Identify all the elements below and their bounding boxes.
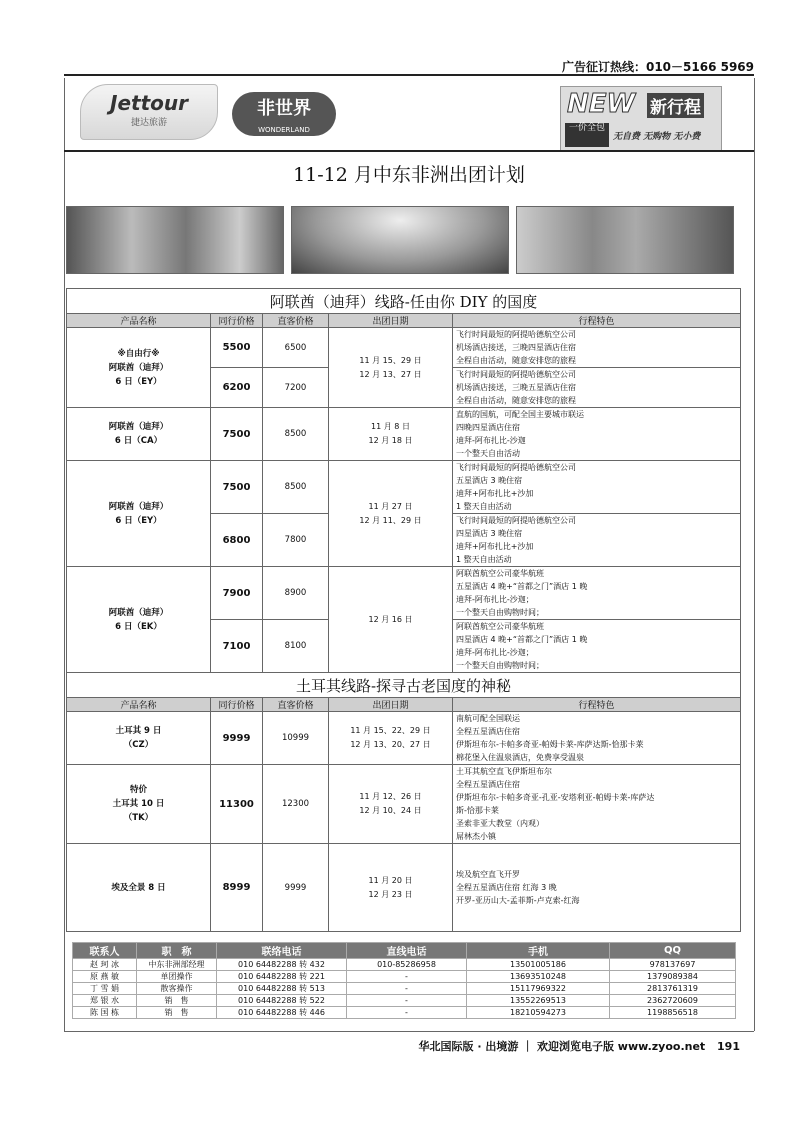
- contact-cell: 010 64482288 转 522: [217, 995, 347, 1007]
- trade-price: 7500: [211, 461, 263, 514]
- contact-cell: 丁 雪 娟: [73, 983, 137, 995]
- contact-cell: 15117969322: [467, 983, 610, 995]
- contact-cell: 原 燕 敏: [73, 971, 137, 983]
- departure-dates: [329, 567, 453, 673]
- contact-cell: 13693510248: [467, 971, 610, 983]
- departure-date-line: 11 月 12、26 日: [359, 792, 422, 801]
- uae-section-title: 阿联酋（迪拜）线路-任由你 DIY 的国度: [67, 289, 741, 314]
- product-name: [67, 567, 211, 673]
- new-itinerary-logo: [560, 86, 722, 152]
- departure-dates: [329, 328, 453, 408]
- column-header: 产品名称: [67, 698, 211, 712]
- contact-cell: 010 64482288 转 446: [217, 1007, 347, 1019]
- footer: [418, 1038, 740, 1054]
- feature-line: 迪拜-阿布扎比-沙迦: [456, 436, 526, 445]
- feature-line: 全程自由活动，随意安排您的旅程: [456, 396, 576, 405]
- feature-line: 棉花堡入住温泉酒店，免费享受温泉: [456, 753, 584, 762]
- departure-date-line: 11 月 15、22、29 日: [350, 726, 431, 735]
- contact-header: 联系人: [73, 943, 137, 959]
- table-row: [67, 567, 741, 620]
- direct-price: 7200: [263, 368, 329, 408]
- feature-line: 阿联酋航空公司豪华航班: [456, 622, 544, 631]
- contact-cell: -: [347, 995, 467, 1007]
- itinerary-features: [453, 514, 741, 567]
- departure-date-line: 12 月 23 日: [368, 889, 413, 899]
- product-name: [67, 765, 211, 844]
- product-name-line: 6 日（EY）: [115, 376, 162, 387]
- contact-cell: 010-85286958: [347, 959, 467, 971]
- feature-line: 四星酒店 3 晚住宿: [456, 529, 523, 538]
- direct-price: 8500: [263, 408, 329, 461]
- trade-price: 7900: [211, 567, 263, 620]
- contact-cell: 陈 国 栋: [73, 1007, 137, 1019]
- feature-line: 五星酒店 3 晚住宿: [456, 476, 523, 485]
- itinerary-features: [453, 765, 741, 844]
- column-header: 直客价格: [263, 698, 329, 712]
- contact-cell: 单团操作: [137, 971, 217, 983]
- contact-cell: 散客操作: [137, 983, 217, 995]
- contact-cell: 010 64482288 转 221: [217, 971, 347, 983]
- photo-dubai: [66, 206, 284, 274]
- feishijie-logo: [232, 92, 336, 136]
- departure-date-line: 11 月 8 日: [371, 422, 410, 431]
- feature-line: 屌林杰小镇: [456, 832, 496, 841]
- direct-price: 8900: [263, 567, 329, 620]
- feature-line: 四晚四星酒店住宿: [456, 423, 520, 432]
- column-header: 同行价格: [211, 698, 263, 712]
- itinerary-features: [453, 712, 741, 765]
- contact-cell: 赵 珂 冰: [73, 959, 137, 971]
- trade-price: 9999: [211, 712, 263, 765]
- product-name-line: 埃及全景 8 日: [111, 882, 166, 893]
- contact-cell: -: [347, 983, 467, 995]
- contact-row: [73, 983, 736, 995]
- contact-cell: 010 64482288 转 432: [217, 959, 347, 971]
- direct-price: 10999: [263, 712, 329, 765]
- feishijie-logo-text: 非世界: [257, 98, 311, 119]
- feature-line: 机场酒店接送，三晚四星酒店住宿: [456, 343, 576, 352]
- routes-table: [66, 288, 741, 932]
- product-name-line: 特价: [129, 785, 147, 795]
- direct-price: 8100: [263, 620, 329, 673]
- column-header: 行程特色: [453, 698, 741, 712]
- column-header: 直客价格: [263, 314, 329, 328]
- table-row: [67, 328, 741, 368]
- contact-cell: 18210594273: [467, 1007, 610, 1019]
- feature-line: 飞行时间最短的阿提哈德航空公司: [456, 516, 576, 525]
- feature-line: 机场酒店接送，三晚五星酒店住宿: [456, 383, 576, 392]
- feature-line: 全程五星酒店住宿: [456, 727, 520, 736]
- column-header: 行程特色: [453, 314, 741, 328]
- ad-hotline: 广告征订热线：010－5166 5969: [561, 60, 754, 74]
- feature-line: 飞行时间最短的阿提哈德航空公司: [456, 330, 576, 339]
- trade-price: 7100: [211, 620, 263, 673]
- product-name-line: ※自由行※: [117, 348, 160, 359]
- feature-line: 飞行时间最短的阿提哈德航空公司: [456, 463, 576, 472]
- itinerary-features: [453, 844, 741, 932]
- departure-dates: [329, 765, 453, 844]
- product-name-line: 6 日（CA）: [114, 436, 163, 446]
- feature-line: 一个整天自由活动: [456, 449, 520, 458]
- feature-line: 全程自由活动，随意安排您的旅程: [456, 356, 576, 365]
- price-badge: 一价全包: [565, 123, 609, 147]
- departure-date-line: 12 月 13、20、27 日: [350, 740, 431, 749]
- product-name-line: 6 日（EY）: [115, 515, 162, 526]
- feature-line: 土耳其航空直飞伊斯坦布尔: [456, 767, 552, 776]
- feature-line: 开罗-亚历山大-孟菲斯-卢克索-红海: [456, 896, 580, 905]
- photo-temple: [516, 206, 734, 274]
- feature-line: 直航的国航，可配全国主要城市联运: [456, 410, 584, 419]
- product-name-line: 阿联酋（迪拜）: [108, 362, 169, 373]
- product-name-line: 阿联酋（迪拜）: [108, 607, 169, 618]
- photo-pyramids: [291, 206, 509, 274]
- contact-cell: 销 售: [137, 1007, 217, 1019]
- itinerary-features: [453, 408, 741, 461]
- column-header: 产品名称: [67, 314, 211, 328]
- column-header: 出团日期: [329, 698, 453, 712]
- contact-header: QQ: [610, 943, 736, 959]
- contact-cell: 1379089384: [610, 971, 736, 983]
- trade-price: 6200: [211, 368, 263, 408]
- departure-date-line: 12 月 10、24 日: [359, 806, 422, 815]
- feature-line: 圣索非亚大教堂（内观）: [456, 819, 544, 828]
- departure-date-line: 11 月 15、29 日: [359, 355, 422, 365]
- departure-date-line: 11 月 20 日: [368, 875, 413, 885]
- feature-line: 南航可配全国联运: [456, 714, 520, 723]
- page-title: 11-12 月中东非洲出团计划: [293, 164, 525, 186]
- turkey-section-title: 土耳其线路-探寻古老国度的神秘: [67, 673, 741, 698]
- table-row: [67, 765, 741, 844]
- contact-cell: 郑 银 水: [73, 995, 137, 1007]
- departure-date-line: 12 月 11、29 日: [359, 515, 422, 525]
- departure-date-line: 12 月 16 日: [368, 614, 413, 624]
- table-row: [67, 408, 741, 461]
- departure-date-line: 12 月 13、27 日: [359, 369, 422, 379]
- itinerary-features: [453, 368, 741, 408]
- contact-cell: 1198856518: [610, 1007, 736, 1019]
- product-name-line: 土耳其 9 日: [115, 726, 162, 736]
- new-word: NEW: [567, 89, 636, 119]
- direct-price: 9999: [263, 844, 329, 932]
- direct-price: 12300: [263, 765, 329, 844]
- feature-line: 埃及航空直飞开罗: [456, 870, 520, 879]
- feishijie-logo-sub: WONDERLAND: [258, 126, 310, 134]
- direct-price: 8500: [263, 461, 329, 514]
- contact-row: [73, 1007, 736, 1019]
- departure-dates: [329, 408, 453, 461]
- trade-price: 11300: [211, 765, 263, 844]
- contact-header: 手机: [467, 943, 610, 959]
- departure-date-line: 11 月 27 日: [368, 501, 413, 511]
- itinerary-features: [453, 328, 741, 368]
- product-name: [67, 461, 211, 567]
- product-name-line: （TK）: [123, 813, 154, 823]
- product-name-line: 6 日（EK）: [115, 621, 162, 632]
- contact-cell: 2362720609: [610, 995, 736, 1007]
- product-name: [67, 408, 211, 461]
- itinerary-features: [453, 567, 741, 620]
- free-items: 无自费 无购物 无小费: [613, 132, 701, 142]
- trade-price: 8999: [211, 844, 263, 932]
- contact-cell: 13501005186: [467, 959, 610, 971]
- contact-row: [73, 959, 736, 971]
- page-number: 191: [717, 1040, 740, 1053]
- feature-line: 迪拜-阿布扎比-沙迦；: [456, 595, 534, 604]
- feature-line: 迪拜-阿布扎比-沙迦；: [456, 648, 534, 657]
- contact-header: 直线电话: [347, 943, 467, 959]
- contact-cell: 销 售: [137, 995, 217, 1007]
- product-name: [67, 844, 211, 932]
- contact-header: 联络电话: [217, 943, 347, 959]
- table-row: [67, 461, 741, 514]
- contact-row: [73, 971, 736, 983]
- product-name-line: 土耳其 10 日: [112, 799, 165, 809]
- column-header: 同行价格: [211, 314, 263, 328]
- feature-line: 伊斯坦布尔-卡帕多奇亚-帕姆卡莱-库萨达斯-恰那卡莱: [456, 740, 644, 749]
- feature-line: 全程五星酒店住宿 红海 3 晚: [456, 883, 557, 892]
- trade-price: 5500: [211, 328, 263, 368]
- direct-price: 6500: [263, 328, 329, 368]
- departure-date-line: 12 月 18 日: [368, 436, 413, 445]
- feature-line: 1 整天自由活动: [456, 555, 512, 564]
- feature-line: 1 整天自由活动: [456, 502, 512, 511]
- feature-line: 飞行时间最短的阿提哈德航空公司: [456, 370, 576, 379]
- product-name-line: 阿联酋（迪拜）: [108, 422, 169, 432]
- product-name: [67, 328, 211, 408]
- trade-price: 7500: [211, 408, 263, 461]
- departure-dates: [329, 461, 453, 567]
- contact-cell: 010 64482288 转 513: [217, 983, 347, 995]
- contact-cell: 13552269513: [467, 995, 610, 1007]
- product-name-line: 阿联酋（迪拜）: [108, 501, 169, 512]
- contact-header: 职 称: [137, 943, 217, 959]
- column-header: 出团日期: [329, 314, 453, 328]
- feature-line: 伊斯坦布尔-卡帕多奇亚-孔亚-安塔利亚-帕姆卡莱-库萨达: [456, 793, 655, 802]
- feature-line: 全程五星酒店住宿: [456, 780, 520, 789]
- feature-line: 迪拜+阿布扎比+沙加: [456, 542, 534, 551]
- feature-line: 迪拜+阿布扎比+沙加: [456, 489, 534, 498]
- title-rule: [64, 150, 754, 152]
- itinerary-features: [453, 620, 741, 673]
- contact-row: [73, 995, 736, 1007]
- departure-dates: [329, 712, 453, 765]
- feature-line: 一个整天自由购物时间；: [456, 661, 544, 670]
- jettour-logo-text: Jettour: [110, 91, 188, 115]
- itinerary-features: [453, 461, 741, 514]
- table-row: [67, 844, 741, 932]
- new-itinerary-title: 新行程: [647, 93, 704, 118]
- feature-line: 五星酒店 4 晚+“首都之门”酒店 1 晚: [456, 582, 588, 591]
- footer-text: 华北国际版 · 出境游 ｜ 欢迎浏览电子版 www.zyoo.net: [418, 1040, 706, 1053]
- direct-price: 7800: [263, 514, 329, 567]
- contact-cell: 978137697: [610, 959, 736, 971]
- product-name: [67, 712, 211, 765]
- jettour-logo: [80, 84, 218, 140]
- trade-price: 6800: [211, 514, 263, 567]
- jettour-logo-sub: 捷达旅游: [130, 118, 167, 128]
- feature-line: 四星酒店 4 晚+“首都之门”酒店 1 晚: [456, 635, 588, 644]
- feature-line: 一个整天自由购物时间；: [456, 608, 544, 617]
- product-name-line: （CZ）: [123, 740, 154, 750]
- contact-cell: -: [347, 1007, 467, 1019]
- contact-cell: 2813761319: [610, 983, 736, 995]
- departure-dates: [329, 844, 453, 932]
- contact-cell: -: [347, 971, 467, 983]
- feature-line: 斯-恰那卡莱: [456, 806, 499, 815]
- contact-cell: 中东非洲部经理: [137, 959, 217, 971]
- table-row: [67, 712, 741, 765]
- feature-line: 阿联酋航空公司豪华航班: [456, 569, 544, 578]
- contacts-table: [72, 942, 736, 1019]
- footer-rule: [64, 1031, 754, 1032]
- header-rule: [64, 74, 754, 76]
